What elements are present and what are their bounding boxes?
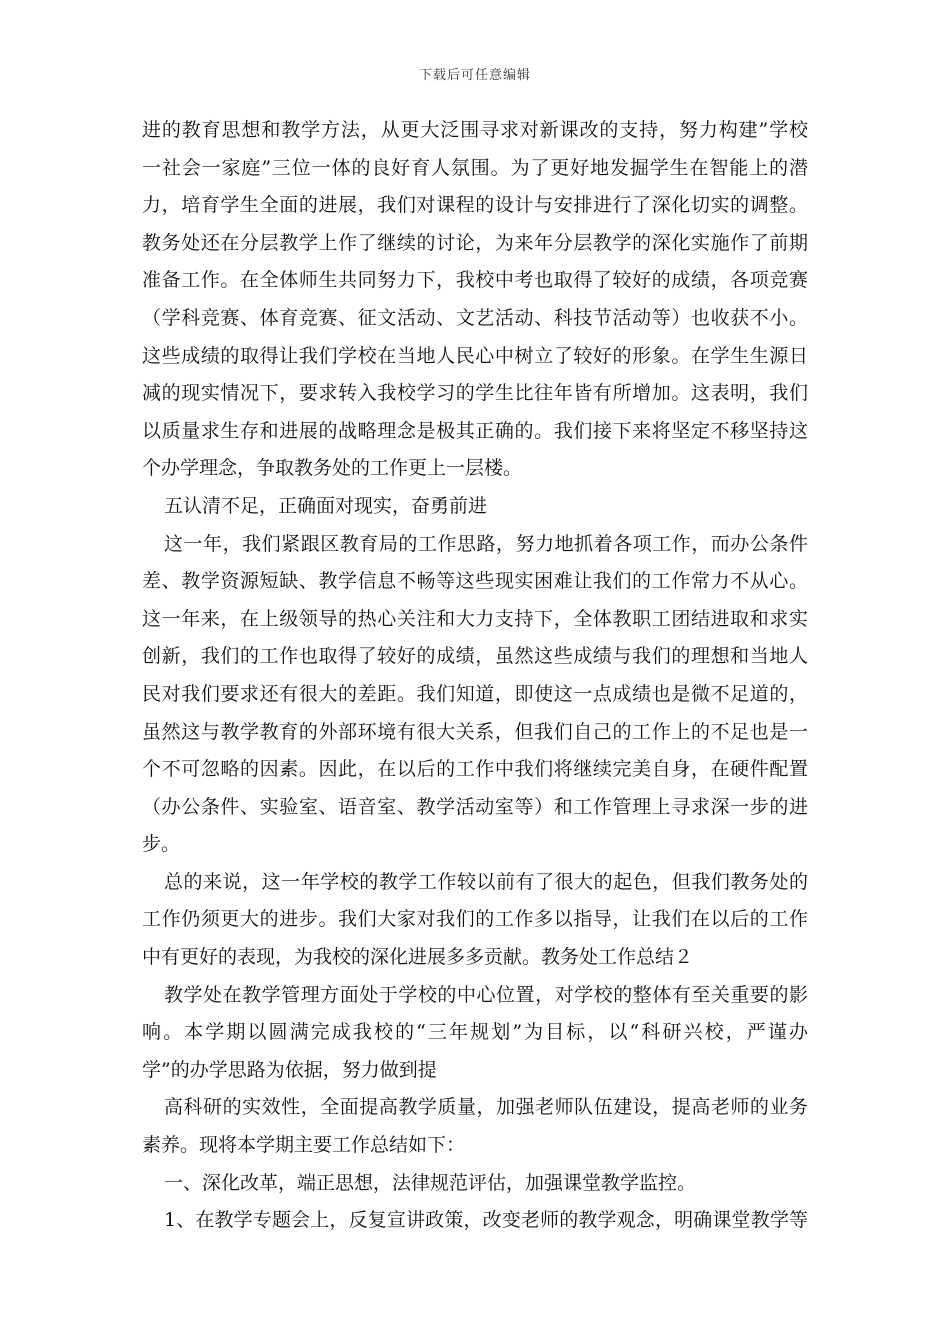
text-line: 响。本学期以圆满完成我校的“三年规划”为目标，以“科研兴校，严谨办 [142, 1021, 808, 1044]
text-line: 准备工作。在全体师生共同努力下，我校中考也取得了较好的成绩，各项竞赛 [142, 269, 808, 292]
text-line: 以质量求生存和进展的战略理念是极其正确的。我们接下来将坚定不移坚持这 [142, 419, 808, 442]
text-line: 力，培育学生全面的进展，我们对课程的设计与安排进行了深化切实的调整。 [142, 194, 808, 217]
document-body [142, 112, 808, 1240]
text-line: 创新，我们的工作也取得了较好的成绩，虽然这些成绩与我们的理想和当地人 [142, 645, 808, 668]
text-line: 这些成绩的取得让我们学校在当地人民心中树立了较好的形象。在学生生源日 [142, 344, 808, 367]
text-line: 减的现实情况下，要求转入我校学习的学生比往年皆有所增加。这表明，我们 [142, 382, 808, 405]
text-line: 学”的办学思路为依据，努力做到提 [142, 1058, 437, 1081]
page-header: 下载后可任意编辑 [418, 68, 531, 83]
text-line: 个办学理念，争取教务处的工作更上一层楼。 [142, 457, 523, 480]
text-line: 步。 [142, 833, 181, 856]
text-line: 中有更好的表现，为我校的深化进展多多贡献。教务处工作总结２ [142, 946, 694, 969]
text-line: （学科竞赛、体育竞赛、征文活动、文艺活动、科技节活动等）也收获不小。 [142, 306, 808, 329]
text-line: 一社会一家庭”三位一体的良好育人氛围。为了更好地发掘学生在智能上的潜 [142, 156, 808, 179]
text-line: 总的来说，这一年学校的教学工作较以前有了很大的起色，但我们教务处的 [164, 870, 808, 893]
text-line: 民对我们要求还有很大的差距。我们知道，即使这一点成绩也是微不足道的， [142, 682, 808, 705]
text-line: 进的教育思想和教学方法，从更大泛围寻求对新课改的支持，努力构建”学校 [142, 119, 808, 141]
text-line: 虽然这与教学教育的外部环境有很大关系，但我们自己的工作上的不足也是一 [142, 720, 808, 743]
text-line: 这一年，我们紧跟区教育局的工作思路，努力地抓着各项工作，而办公条件 [164, 532, 808, 555]
text-line: 素养。现将本学期主要工作总结如下： [142, 1134, 466, 1157]
text-line: 工作仍须更大的进步。我们大家对我们的工作多以指导，让我们在以后的工作 [142, 908, 808, 931]
text-line: 1、在教学专题会上，反复宣讲政策，改变老师的教学观念，明确课堂教学等 [164, 1209, 808, 1232]
text-line: 差、教学资源短缺、教学信息不畅等这些现实困难让我们的工作常力不从心。 [142, 570, 808, 593]
text-line: 这一年来，在上级领导的热心关注和大力支持下，全体教职工团结进取和求实 [142, 607, 808, 630]
text-line: 高科研的实效性，全面提高教学质量，加强老师队伍建设，提高老师的业务 [164, 1096, 808, 1119]
text-line: （办公条件、实验室、语音室、教学活动室等）和工作管理上寻求深一步的进 [142, 795, 808, 818]
text-line: 教学处在教学管理方面处于学校的中心位置，对学校的整体有至关重要的影 [164, 983, 808, 1006]
text-line: 个不可忽略的因素。因此，在以后的工作中我们将继续完美自身，在硬件配置 [142, 758, 808, 781]
text-line: 教务处还在分层教学上作了继续的讨论，为来年分层教学的深化实施作了前期 [142, 231, 808, 254]
text-line: 五认清不足，正确面对现实，奋勇前进 [164, 494, 488, 517]
text-line: 一、深化改革，端正思想，法律规范评估，加强课堂教学监控。 [164, 1171, 697, 1194]
